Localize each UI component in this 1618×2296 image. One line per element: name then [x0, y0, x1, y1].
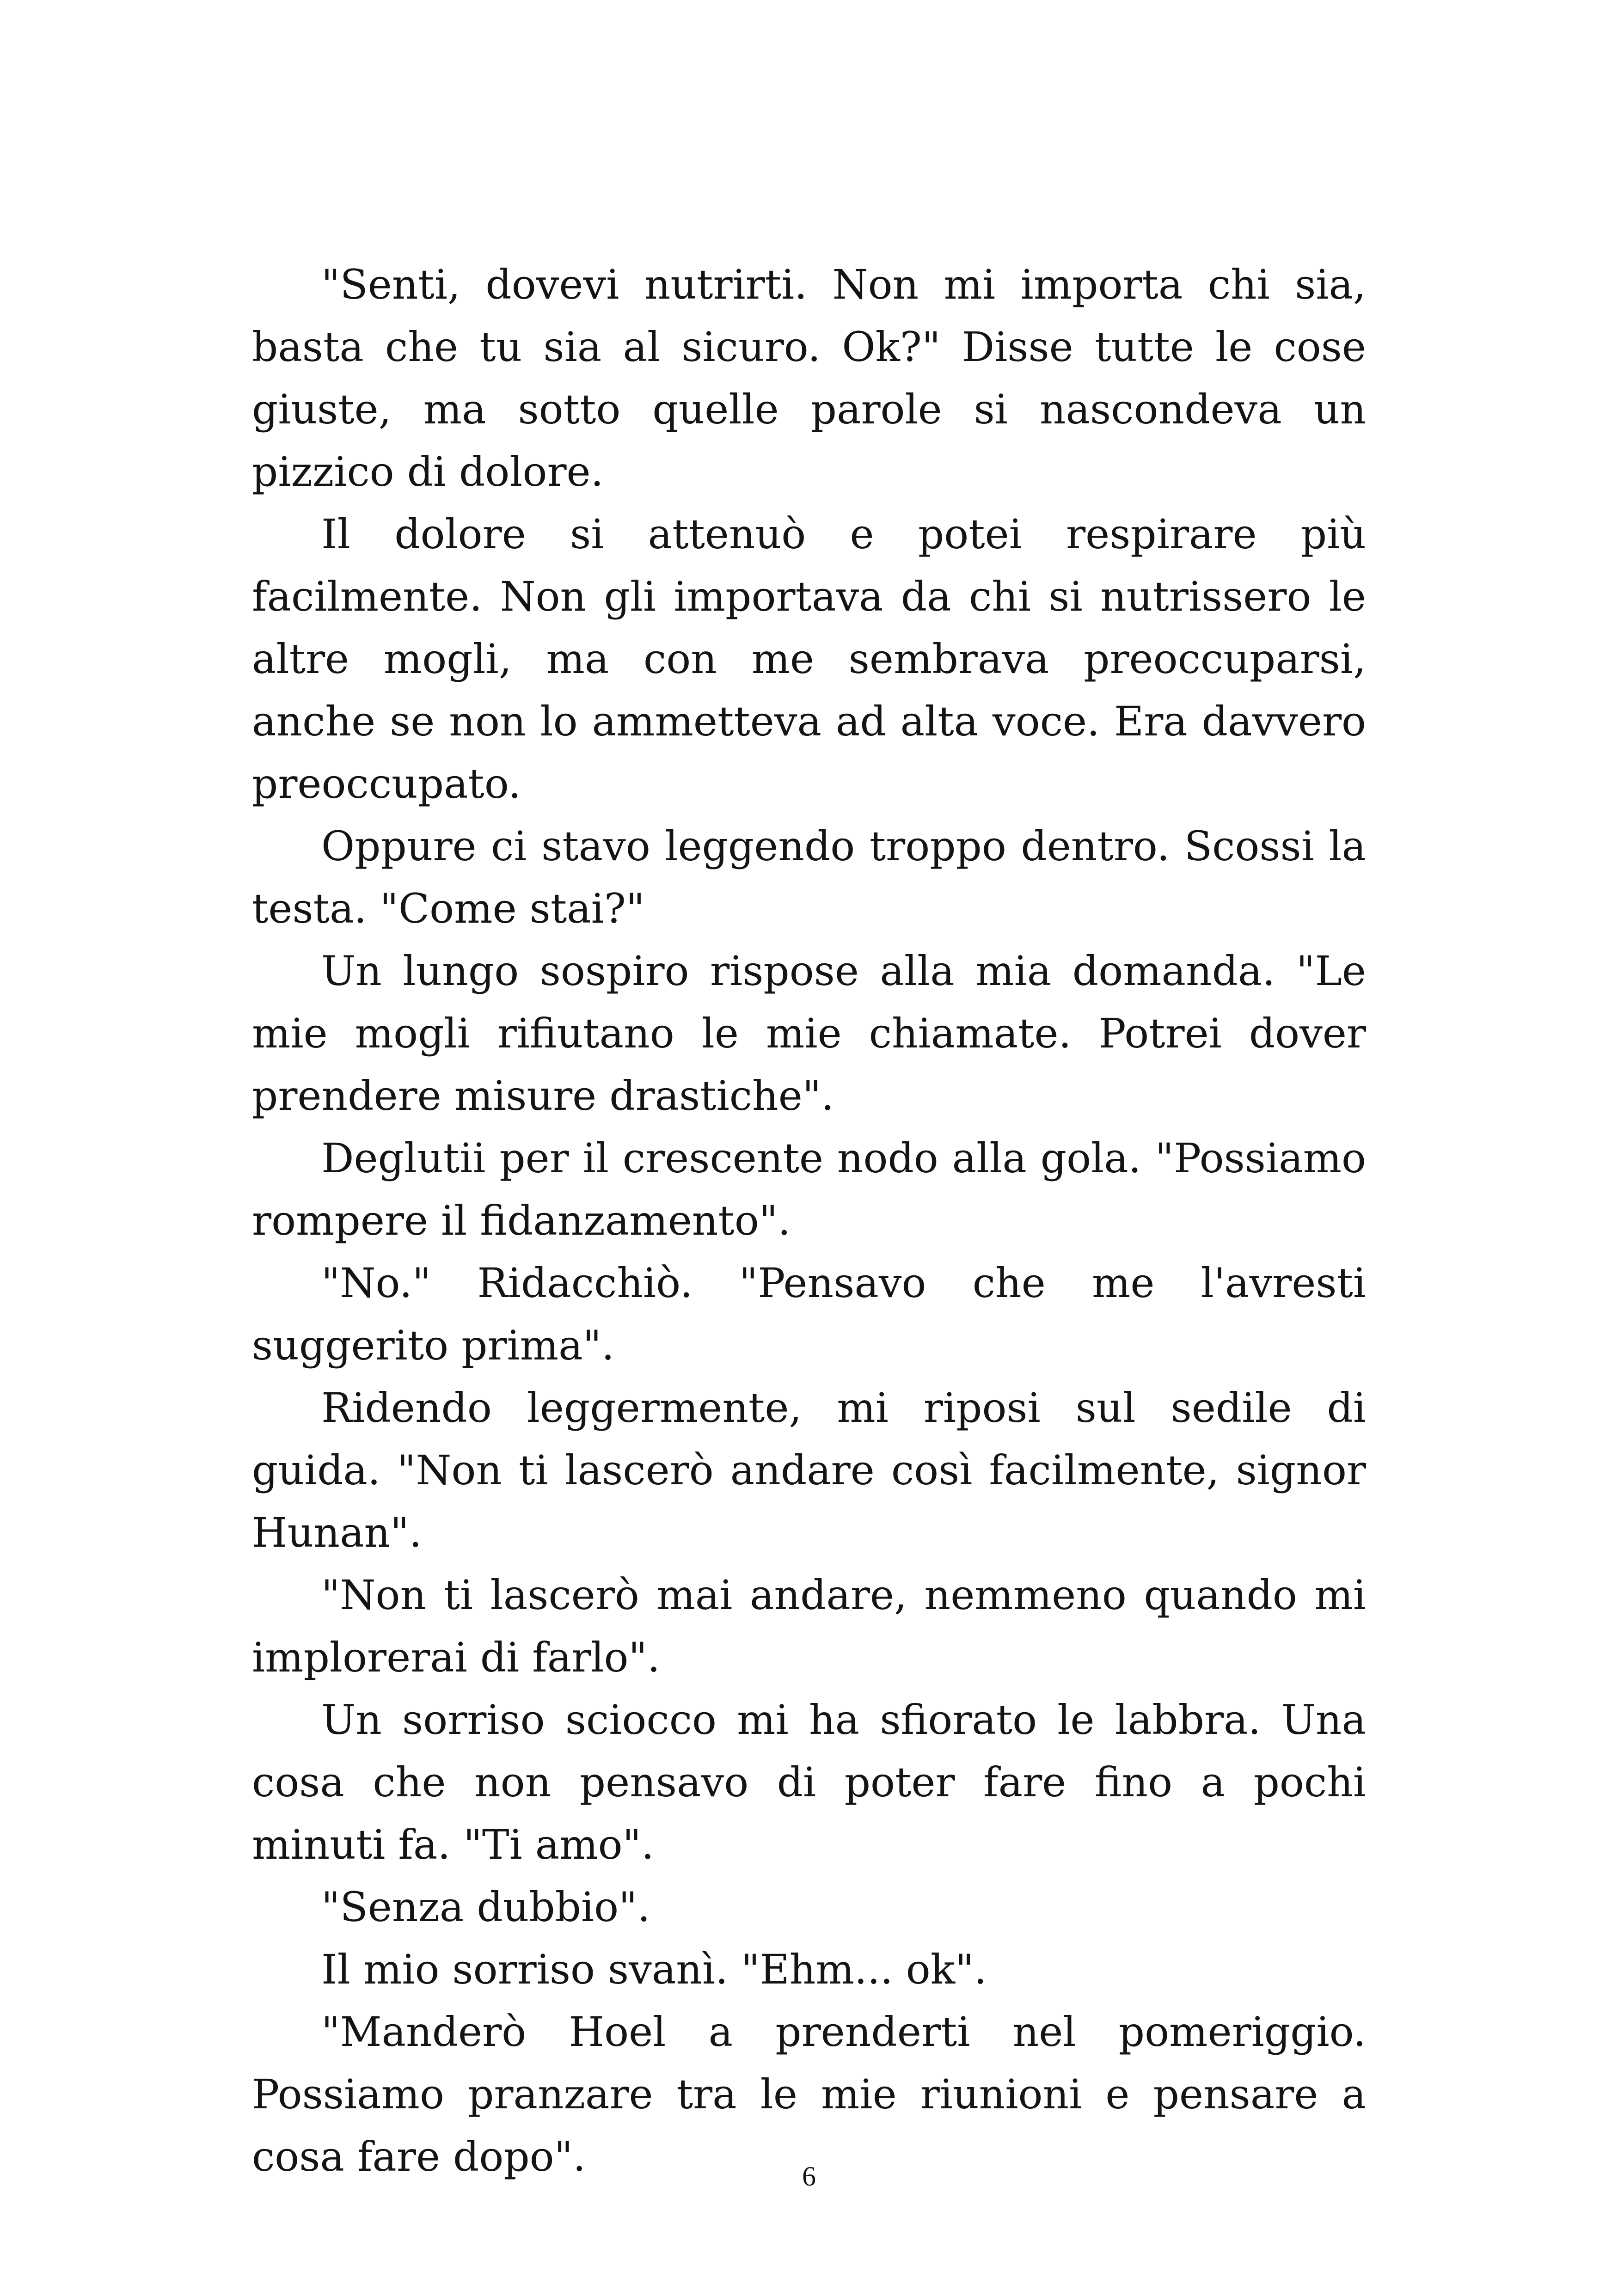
- paragraph: "Senti, dovevi nutrirti. Non mi importa chi sia, basta che tu sia al sicuro. Ok?" Disse tutte le cose giuste, ma sotto quelle parole si nascondeva un pizzico di dolore.: [252, 261, 1366, 496]
- paragraph: Oppure ci stavo leggendo troppo dentro. Scossi la testa. "Come stai?": [252, 822, 1366, 932]
- paragraph: "Senza dubbio".: [321, 1883, 650, 1931]
- paragraph: Ridendo leggermente, mi riposi sul sedile di guida. "Non ti lascerò andare così facilmente, signor Hunan".: [252, 1384, 1366, 1556]
- paragraph: "Manderò Hoel a prenderti nel pomeriggio. Possiamo pranzare tra le mie riunioni e pensare a cosa fare dopo".: [252, 2008, 1366, 2180]
- paragraph: Un lungo sospiro rispose alla mia domanda. "Le mie mogli rifiutano le mie chiamate. Potrei dover prendere misure drastiche".: [252, 947, 1366, 1120]
- page-body-text: [252, 253, 1366, 2188]
- paragraph: Il dolore si attenuò e potei respirare più facilmente. Non gli importava da chi si nutrissero le altre mogli, ma con me sembrava preoccuparsi, anche se non lo ammetteva ad alta voce. Era davvero preoccupato.: [252, 510, 1366, 808]
- paragraph: Un sorriso sciocco mi ha sfiorato le labbra. Una cosa che non pensavo di poter fare fino a pochi minuti fa. "Ti amo".: [252, 1696, 1366, 1868]
- paragraph: Deglutii per il crescente nodo alla gola. "Possiamo rompere il fidanzamento".: [252, 1134, 1366, 1244]
- paragraph: Il mio sorriso svanì. "Ehm... ok".: [321, 1946, 987, 1993]
- paragraph: "No." Ridacchiò. "Pensavo che me l'avresti suggerito prima".: [252, 1259, 1366, 1369]
- page-number: 6: [802, 2161, 816, 2192]
- paragraph: "Non ti lascerò mai andare, nemmeno quando mi implorerai di farlo".: [252, 1571, 1366, 1681]
